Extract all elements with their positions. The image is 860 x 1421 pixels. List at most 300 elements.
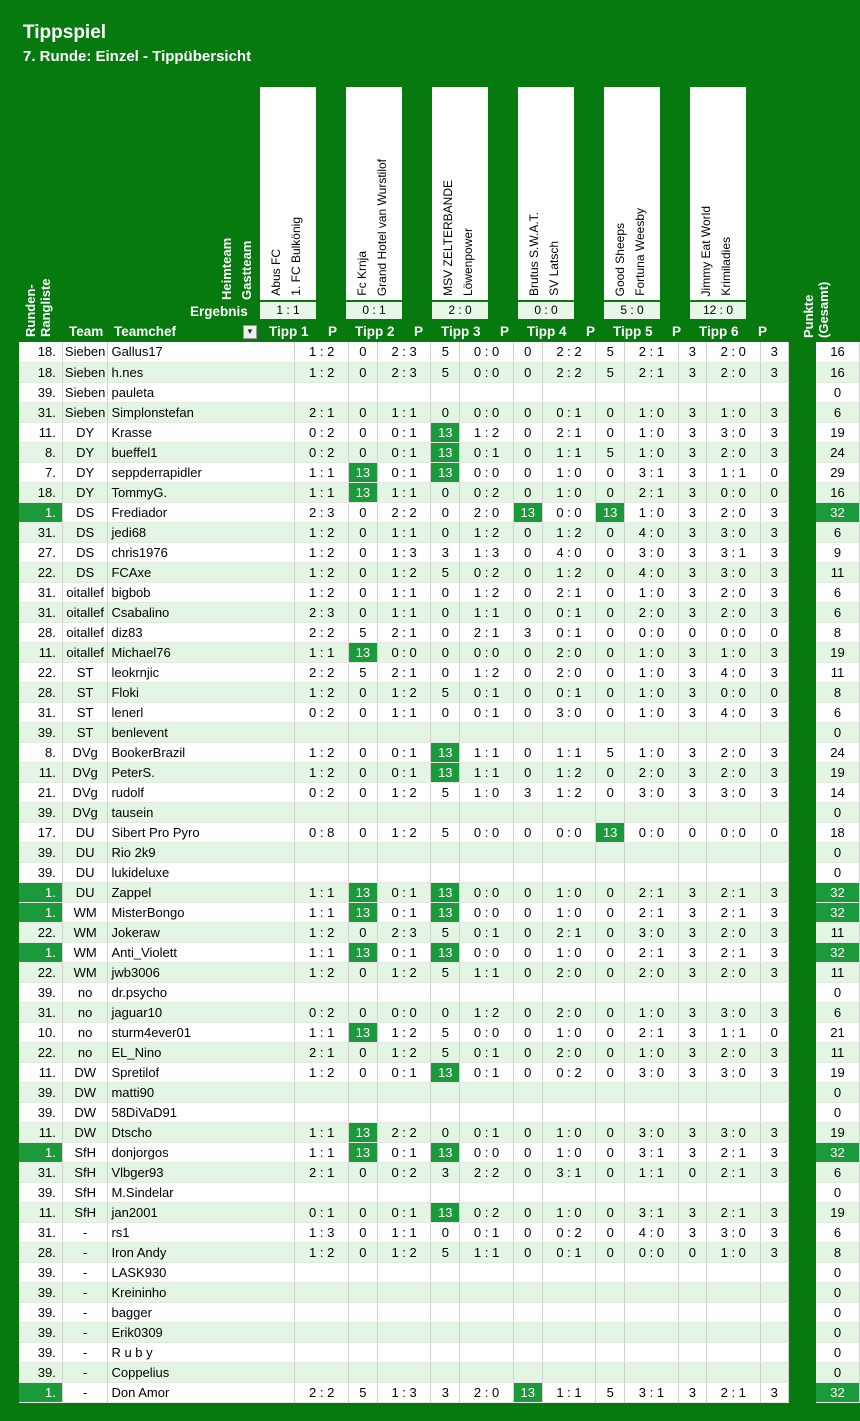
rank-cell: 11.: [19, 1122, 62, 1142]
column-spacer: [788, 1282, 816, 1302]
tipp-cell: [377, 1182, 431, 1202]
points-cell: 3: [678, 582, 706, 602]
tipp-cell: [377, 1342, 431, 1362]
points-cell: 0: [513, 682, 542, 702]
column-spacer: [788, 622, 816, 642]
points-column-header-1: P: [328, 324, 338, 339]
tipp-cell: 1 : 0: [625, 702, 679, 722]
tipp-cell: 4 : 0: [706, 702, 760, 722]
tipp-cell: 2 : 3: [295, 502, 349, 522]
teamchef-cell: 58DiVaD91: [108, 1102, 295, 1122]
tipp-cell: [625, 722, 679, 742]
tipp-cell: 1 : 2: [295, 362, 349, 382]
tipp-cell: 0 : 0: [460, 642, 514, 662]
team-cell: DW: [62, 1122, 108, 1142]
tipp-cell: [706, 1182, 760, 1202]
points-cell: [596, 722, 625, 742]
points-cell: 0: [513, 1222, 542, 1242]
points-cell: [348, 842, 377, 862]
points-cell: 3: [678, 962, 706, 982]
team-cell: -: [62, 1302, 108, 1322]
tipp-cell: [460, 982, 514, 1002]
table-row: [19, 802, 860, 822]
points-cell: 5: [348, 662, 377, 682]
tipp-cell: [460, 1282, 514, 1302]
points-cell: 0: [431, 1122, 460, 1142]
points-cell: 5: [431, 342, 460, 362]
tipp-cell: [460, 722, 514, 742]
team-cell: oitallef: [62, 582, 108, 602]
tipp-column-header-2: Tipp 2: [355, 324, 395, 339]
column-spacer: [788, 1082, 816, 1102]
teamchef-cell: Michael76: [108, 642, 295, 662]
tipp-cell: 2 : 1: [295, 1042, 349, 1062]
points-cell: 3: [678, 1222, 706, 1242]
total-points-cell: 6: [816, 582, 860, 602]
points-cell: 13: [431, 442, 460, 462]
total-points-cell: 6: [816, 1002, 860, 1022]
points-cell: 0: [431, 642, 460, 662]
tipp-cell: 1 : 2: [542, 782, 596, 802]
points-cell: 0: [596, 1142, 625, 1162]
tipp-cell: [706, 982, 760, 1002]
page-title: Tippspiel: [23, 22, 107, 43]
points-cell: 0: [348, 822, 377, 842]
tipp-cell: 0 : 0: [377, 1002, 431, 1022]
points-cell: [431, 1262, 460, 1282]
rank-cell: 31.: [19, 1222, 62, 1242]
column-spacer: [788, 1222, 816, 1242]
column-spacer: [788, 902, 816, 922]
points-cell: 13: [596, 502, 625, 522]
points-cell: 0: [513, 702, 542, 722]
tipp-cell: 0 : 2: [295, 702, 349, 722]
points-cell: 5: [596, 442, 625, 462]
points-cell: [678, 1362, 706, 1382]
teamchef-cell: bagger: [108, 1302, 295, 1322]
tipp-cell: 2 : 2: [295, 662, 349, 682]
team-cell: Sieben: [62, 362, 108, 382]
table-row: [19, 1242, 860, 1262]
tipp-cell: 2 : 1: [542, 582, 596, 602]
total-points-cell: 18: [816, 822, 860, 842]
team-cell: DVg: [62, 742, 108, 762]
total-points-cell: 0: [816, 982, 860, 1002]
tipp-cell: 1 : 1: [542, 1382, 596, 1402]
tipp-cell: 1 : 1: [377, 702, 431, 722]
tipp-cell: [377, 1362, 431, 1382]
tipp-cell: 1 : 2: [295, 342, 349, 362]
team-cell: WM: [62, 922, 108, 942]
team-cell: no: [62, 1002, 108, 1022]
tipp-cell: 1 : 0: [625, 662, 679, 682]
tipp-cell: [706, 722, 760, 742]
points-cell: [678, 1102, 706, 1122]
total-points-cell: 11: [816, 662, 860, 682]
tipp-cell: [460, 862, 514, 882]
tipp-cell: 1 : 1: [706, 1022, 760, 1042]
points-cell: [760, 862, 788, 882]
points-cell: 3: [678, 442, 706, 462]
points-cell: 0: [513, 1002, 542, 1022]
team-column-header: Team: [69, 324, 104, 339]
teamchef-cell: FCAxe: [108, 562, 295, 582]
tipp-cell: 2 : 1: [542, 422, 596, 442]
column-spacer: [788, 722, 816, 742]
tipp-cell: 1 : 2: [460, 1002, 514, 1022]
points-cell: 5: [431, 922, 460, 942]
teamchef-cell: Krasse: [108, 422, 295, 442]
points-cell: 0: [348, 1242, 377, 1262]
points-cell: 0: [348, 1162, 377, 1182]
tipp-cell: 0 : 0: [460, 362, 514, 382]
points-cell: 0: [513, 762, 542, 782]
total-points-cell: 21: [816, 1022, 860, 1042]
rank-cell: 8.: [19, 742, 62, 762]
points-cell: 5: [431, 1022, 460, 1042]
team-cell: DS: [62, 502, 108, 522]
points-cell: 5: [431, 1242, 460, 1262]
points-cell: [513, 982, 542, 1002]
points-cell: 3: [760, 542, 788, 562]
table-row: [19, 1202, 860, 1222]
teamchef-cell: jwb3006: [108, 962, 295, 982]
total-points-cell: 0: [816, 722, 860, 742]
points-cell: 0: [596, 562, 625, 582]
tipp-cell: 3 : 0: [625, 922, 679, 942]
points-cell: 3: [678, 1022, 706, 1042]
table-row: [19, 962, 860, 982]
teamchef-cell: bueffel1: [108, 442, 295, 462]
team-cell: Sieben: [62, 342, 108, 362]
points-cell: 3: [760, 662, 788, 682]
tipp-cell: 0 : 1: [460, 1222, 514, 1242]
tipp-cell: 2 : 1: [625, 942, 679, 962]
team-cell: WM: [62, 962, 108, 982]
tipp-cell: 1 : 0: [542, 482, 596, 502]
rank-cell: 31.: [19, 402, 62, 422]
tipp-cell: 1 : 1: [295, 1022, 349, 1042]
points-cell: 5: [596, 342, 625, 362]
tipp-cell: 0 : 2: [295, 442, 349, 462]
tipp-cell: 3 : 1: [625, 1142, 679, 1162]
tipp-cell: 0 : 1: [542, 402, 596, 422]
points-cell: 0: [513, 602, 542, 622]
points-cell: 0: [596, 482, 625, 502]
tipp-cell: 0 : 1: [460, 442, 514, 462]
points-cell: 0: [513, 542, 542, 562]
tipp-cell: 1 : 1: [377, 602, 431, 622]
points-cell: 5: [431, 1042, 460, 1062]
teamchef-cell: Don Amor: [108, 1382, 295, 1402]
teamchef-cell: Erik0309: [108, 1322, 295, 1342]
tipp-cell: 3 : 0: [706, 1122, 760, 1142]
rank-cell: 11.: [19, 1062, 62, 1082]
points-column-header-3: P: [500, 324, 510, 339]
rank-cell: 39.: [19, 1322, 62, 1342]
points-cell: 0: [348, 682, 377, 702]
points-cell: 0: [513, 462, 542, 482]
points-cell: [348, 722, 377, 742]
column-spacer: [788, 762, 816, 782]
tipp-cell: 0 : 2: [542, 1222, 596, 1242]
tipp-cell: 1 : 0: [625, 422, 679, 442]
tipp-cell: 1 : 3: [460, 542, 514, 562]
points-cell: 3: [760, 642, 788, 662]
away-team-3: Löwenpower: [461, 227, 475, 296]
match-result-1: 1 : 1: [260, 302, 316, 319]
points-cell: 13: [513, 1382, 542, 1402]
tipp-column-header-5: Tipp 5: [613, 324, 653, 339]
teamchef-cell: Dtscho: [108, 1122, 295, 1142]
points-cell: 13: [431, 462, 460, 482]
teamchef-cell: seppderrapidler: [108, 462, 295, 482]
rank-cell: 18.: [19, 482, 62, 502]
tipp-cell: 0 : 8: [295, 822, 349, 842]
teamchef-cell: Sibert Pro Pyro: [108, 822, 295, 842]
points-cell: 0: [596, 422, 625, 442]
tipp-cell: 2 : 0: [706, 582, 760, 602]
table-row: [19, 562, 860, 582]
points-cell: 3: [760, 1162, 788, 1182]
tipp-cell: [542, 982, 596, 1002]
points-cell: 3: [678, 522, 706, 542]
tipp-cell: [460, 1342, 514, 1362]
tipp-cell: 2 : 0: [625, 762, 679, 782]
tipp-cell: 2 : 1: [706, 1142, 760, 1162]
total-points-cell: 0: [816, 1082, 860, 1102]
tipp-cell: 4 : 0: [706, 662, 760, 682]
points-cell: [760, 1302, 788, 1322]
points-cell: 3: [513, 622, 542, 642]
teamchef-cell: leokrnjic: [108, 662, 295, 682]
tipp-cell: 0 : 0: [625, 622, 679, 642]
total-points-cell: 9: [816, 542, 860, 562]
points-cell: [513, 1302, 542, 1322]
tipp-cell: 1 : 0: [625, 502, 679, 522]
tipp-cell: 0 : 0: [706, 482, 760, 502]
away-team-5: Fortuna Weesby: [633, 208, 647, 296]
rank-cell: 11.: [19, 422, 62, 442]
table-row: [19, 1342, 860, 1362]
tipp-cell: 2 : 1: [542, 922, 596, 942]
column-spacer: [788, 1002, 816, 1022]
teamchef-cell: jan2001: [108, 1202, 295, 1222]
points-cell: 0: [596, 1122, 625, 1142]
team-cell: SfH: [62, 1182, 108, 1202]
points-cell: [431, 1182, 460, 1202]
points-cell: [760, 1182, 788, 1202]
tipp-cell: 3 : 1: [706, 542, 760, 562]
points-cell: 0: [513, 922, 542, 942]
column-spacer: [788, 1182, 816, 1202]
total-points-cell: 19: [816, 642, 860, 662]
total-points-cell: 19: [816, 1122, 860, 1142]
points-cell: 13: [348, 882, 377, 902]
points-cell: 0: [348, 762, 377, 782]
tipp-column-header-6: Tipp 6: [699, 324, 739, 339]
points-cell: 0: [513, 662, 542, 682]
tipp-cell: [625, 382, 679, 402]
points-cell: 0: [513, 522, 542, 542]
team-cell: -: [62, 1242, 108, 1262]
points-cell: [678, 1302, 706, 1322]
total-points-cell: 0: [816, 1262, 860, 1282]
column-spacer: [788, 962, 816, 982]
tipp-cell: 2 : 3: [377, 362, 431, 382]
tipp-cell: 2 : 0: [460, 1382, 514, 1402]
points-cell: [760, 842, 788, 862]
points-cell: 0: [760, 822, 788, 842]
tipp-cell: 1 : 1: [460, 762, 514, 782]
tipp-cell: 2 : 1: [706, 942, 760, 962]
table-row: [19, 1042, 860, 1062]
rank-cell: 31.: [19, 582, 62, 602]
total-points-cell: 19: [816, 1202, 860, 1222]
team-cell: Sieben: [62, 402, 108, 422]
team-cell: SfH: [62, 1202, 108, 1222]
team-cell: DS: [62, 562, 108, 582]
points-cell: [513, 382, 542, 402]
points-cell: 3: [760, 1142, 788, 1162]
points-cell: [596, 802, 625, 822]
rank-cell: 11.: [19, 642, 62, 662]
points-cell: 0: [348, 1042, 377, 1062]
tipp-cell: [625, 1342, 679, 1362]
tipp-cell: [460, 1262, 514, 1282]
points-cell: 0: [431, 602, 460, 622]
teamchef-cell: h.nes: [108, 362, 295, 382]
rank-cell: 22.: [19, 1042, 62, 1062]
tipp-cell: 0 : 0: [460, 942, 514, 962]
team-cell: DVg: [62, 782, 108, 802]
points-cell: 3: [760, 942, 788, 962]
tipp-cell: 2 : 2: [460, 1162, 514, 1182]
points-cell: 0: [431, 702, 460, 722]
points-cell: 3: [678, 602, 706, 622]
tipp-cell: 0 : 2: [295, 782, 349, 802]
tipp-cell: 1 : 2: [377, 962, 431, 982]
points-cell: [348, 1182, 377, 1202]
teamchef-cell: TommyG.: [108, 482, 295, 502]
points-cell: 0: [431, 1222, 460, 1242]
tipp-cell: 0 : 0: [542, 822, 596, 842]
rank-cell: 39.: [19, 802, 62, 822]
points-cell: 3: [678, 562, 706, 582]
dropdown-filter-icon[interactable]: ▼: [243, 325, 257, 339]
tipp-cell: 1 : 0: [625, 442, 679, 462]
points-cell: 0: [596, 762, 625, 782]
tipp-cell: [460, 1182, 514, 1202]
table-row: [19, 742, 860, 762]
tipp-cell: [377, 1302, 431, 1322]
tipp-cell: 1 : 2: [295, 522, 349, 542]
points-cell: 0: [348, 342, 377, 362]
column-spacer: [788, 1042, 816, 1062]
points-cell: [678, 382, 706, 402]
total-points-cell: 16: [816, 482, 860, 502]
points-cell: 0: [348, 782, 377, 802]
column-spacer: [788, 782, 816, 802]
tipp-cell: 2 : 0: [706, 1042, 760, 1062]
team-cell: DY: [62, 422, 108, 442]
tipp-cell: 2 : 1: [625, 902, 679, 922]
tipp-cell: 0 : 1: [377, 902, 431, 922]
total-points-cell: 6: [816, 522, 860, 542]
home-team-2: Fc Krnja: [355, 251, 369, 296]
tipp-cell: 3 : 1: [625, 1202, 679, 1222]
tipp-cell: 2 : 0: [706, 762, 760, 782]
rank-cell: 22.: [19, 962, 62, 982]
column-spacer: [788, 1362, 816, 1382]
points-cell: [431, 382, 460, 402]
tipp-cell: 1 : 2: [295, 542, 349, 562]
points-cell: [596, 1262, 625, 1282]
tipp-cell: 1 : 2: [295, 742, 349, 762]
points-cell: [513, 1102, 542, 1122]
teamchef-cell: matti90: [108, 1082, 295, 1102]
rank-cell: 39.: [19, 1082, 62, 1102]
table-row: [19, 622, 860, 642]
tipp-cell: 1 : 2: [295, 922, 349, 942]
points-cell: 0: [596, 962, 625, 982]
points-cell: 3: [678, 682, 706, 702]
team-cell: -: [62, 1262, 108, 1282]
tipp-cell: 0 : 1: [377, 762, 431, 782]
points-cell: 0: [596, 462, 625, 482]
tipp-cell: [625, 1322, 679, 1342]
points-cell: 0: [513, 642, 542, 662]
tipp-cell: 3 : 1: [625, 462, 679, 482]
total-points-cell: 6: [816, 1222, 860, 1242]
points-cell: 0: [513, 1122, 542, 1142]
points-cell: [513, 842, 542, 862]
points-column-header-4: P: [586, 324, 596, 339]
points-cell: 0: [678, 1242, 706, 1262]
tipp-cell: [625, 862, 679, 882]
tipp-cell: [295, 1342, 349, 1362]
away-team-6: Krimiladies: [719, 237, 733, 296]
points-cell: 13: [348, 902, 377, 922]
points-cell: [431, 1342, 460, 1362]
points-cell: 0: [513, 882, 542, 902]
tipp-cell: 1 : 1: [295, 942, 349, 962]
rank-cell: 1.: [19, 942, 62, 962]
points-cell: 0: [513, 422, 542, 442]
points-cell: 13: [348, 1122, 377, 1142]
points-cell: [678, 982, 706, 1002]
tipp-cell: 2 : 0: [542, 662, 596, 682]
total-points-cell: 0: [816, 1282, 860, 1302]
points-cell: 5: [348, 622, 377, 642]
tipp-cell: 0 : 2: [542, 1062, 596, 1082]
tipp-cell: [295, 1082, 349, 1102]
rank-cell: 22.: [19, 922, 62, 942]
tipp-cell: 0 : 1: [377, 1062, 431, 1082]
tipp-cell: 1 : 0: [542, 462, 596, 482]
points-cell: [678, 1322, 706, 1342]
points-cell: 3: [760, 1002, 788, 1022]
rank-cell: 39.: [19, 982, 62, 1002]
tipp-cell: 2 : 0: [542, 1042, 596, 1062]
tipp-cell: 2 : 0: [706, 502, 760, 522]
tipp-cell: 0 : 1: [377, 442, 431, 462]
match-teams-6: [690, 87, 746, 300]
rank-cell: 22.: [19, 662, 62, 682]
total-points-cell: 14: [816, 782, 860, 802]
points-cell: 13: [431, 942, 460, 962]
column-spacer: [788, 582, 816, 602]
